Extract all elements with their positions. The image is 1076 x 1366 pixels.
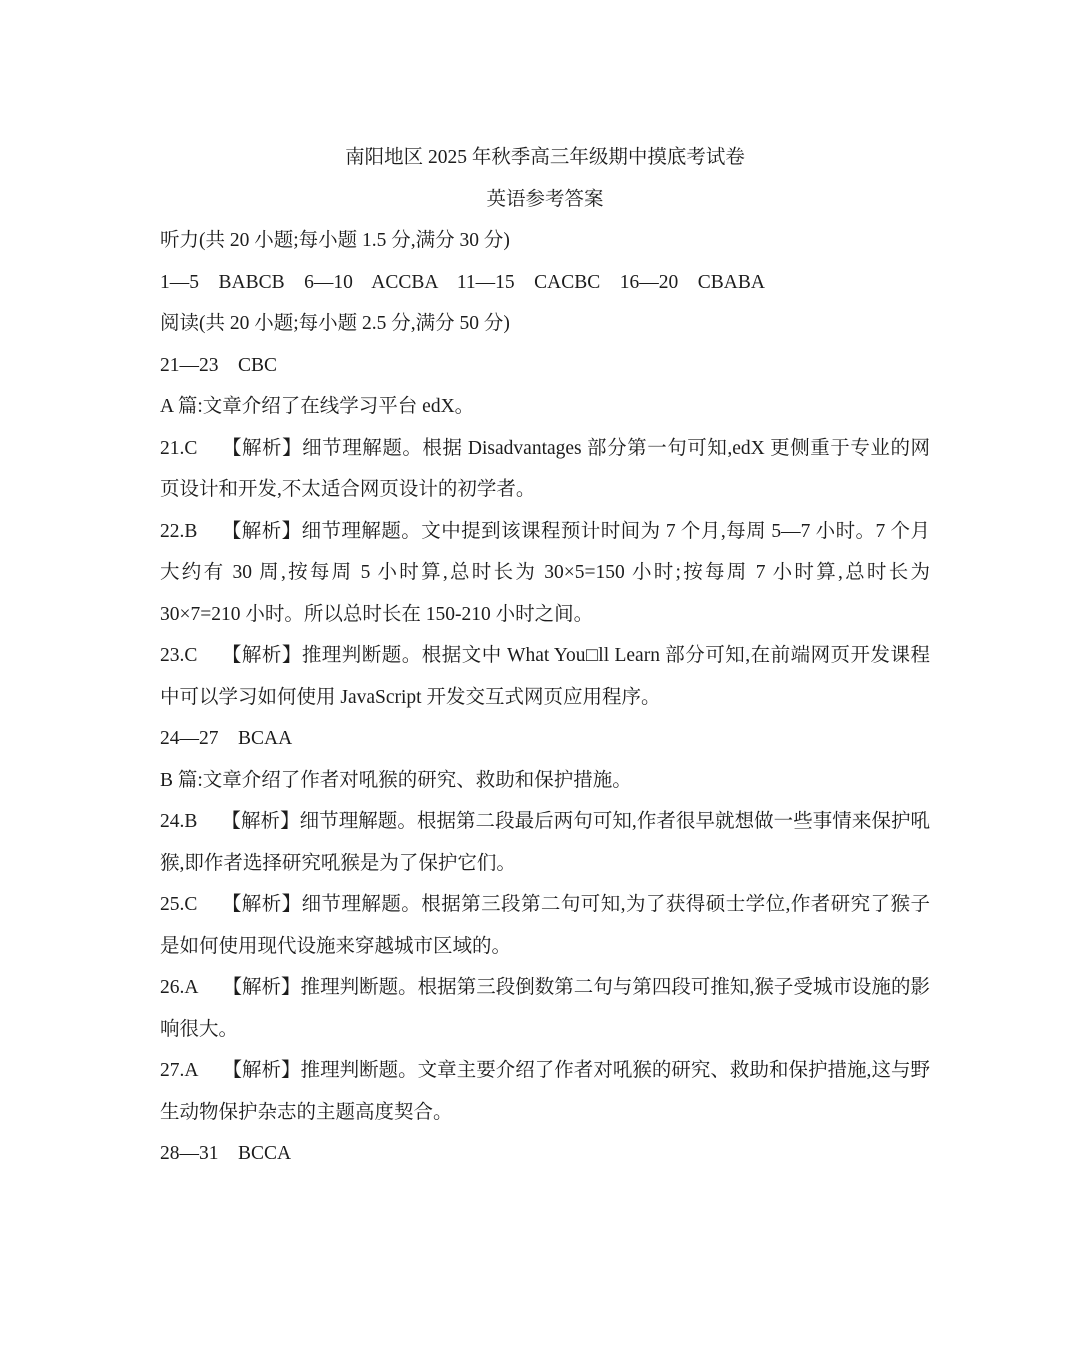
question-number-27: 27.A	[160, 1060, 199, 1081]
question-number-23: 23.C	[160, 645, 198, 666]
explanation-text-23: 【解析】推理判断题。根据文中 What You□ll Learn 部分可知,在前端网页开发课程中可以学习如何使用 JavaScript 开发交互式网页应用程序。	[160, 645, 930, 708]
question-number-22: 22.B	[160, 520, 198, 542]
question-number-24: 24.B	[160, 811, 198, 832]
question-number-21: 21.C	[160, 437, 198, 459]
explanation-q21	[160, 428, 930, 511]
explanation-text-27: 【解析】推理判断题。文章主要介绍了作者对吼猴的研究、救助和保护措施,这与野生动物保护杂志的主题高度契合。	[160, 1060, 930, 1123]
passage-c-answer-key: 28—31 BCCA	[160, 1143, 292, 1164]
document-subtitle: 英语参考答案	[486, 188, 604, 210]
explanation-text-22: 【解析】细节理解题。文中提到该课程预计时间为 7 个月,每周 5—7 小时。7 个月大约有 30 周,按每周 5 小时算,总时长为 30×5=150 小时;按每周 7 小时算,总时长为 30×7=210 小时。所以总时长在 150-210 小时之间。	[160, 520, 930, 625]
explanation-q24	[160, 801, 930, 884]
passage-b-summary: B 篇:文章介绍了作者对吼猴的研究、救助和保护措施。	[160, 769, 632, 791]
reading-section-header: 阅读(共 20 小题;每小题 2.5 分,满分 50 分)	[160, 313, 510, 334]
explanation-q27	[160, 1050, 930, 1133]
document-title: 南阳地区 2025 年秋季高三年级期中摸底考试卷	[345, 147, 745, 168]
explanation-q22	[160, 511, 930, 636]
listening-section-header: 听力(共 20 小题;每小题 1.5 分,满分 30 分)	[160, 230, 510, 251]
explanation-text-24: 【解析】细节理解题。根据第二段最后两句可知,作者很早就想做一些事情来保护吼猴,即作者选择研究吼猴是为了保护它们。	[160, 811, 930, 874]
passage-a-answer-key: 21—23 CBC	[160, 354, 278, 376]
passage-b-answer-key: 24—27 BCAA	[160, 728, 293, 749]
explanation-q26	[160, 967, 930, 1050]
explanation-text-26: 【解析】推理判断题。根据第三段倒数第二句与第四段可推知,猴子受城市设施的影响很大。	[160, 977, 930, 1040]
explanation-q23	[160, 635, 930, 718]
listening-answer-key: 1—5 BABCB 6—10 ACCBA 11—15 CACBC 16—20 CBABA	[160, 271, 765, 293]
passage-a-summary: A 篇:文章介绍了在线学习平台 edX。	[160, 396, 475, 417]
document-content	[160, 137, 930, 1175]
explanation-text-21: 【解析】细节理解题。根据 Disadvantages 部分第一句可知,edX 更侧重于专业的网页设计和开发,不太适合网页设计的初学者。	[160, 437, 930, 500]
explanation-q25	[160, 884, 930, 967]
explanation-text-25: 【解析】细节理解题。根据第三段第二句可知,为了获得硕士学位,作者研究了猴子是如何使用现代设施来穿越城市区域的。	[160, 894, 930, 957]
question-number-25: 25.C	[160, 894, 198, 915]
question-number-26: 26.A	[160, 977, 199, 998]
